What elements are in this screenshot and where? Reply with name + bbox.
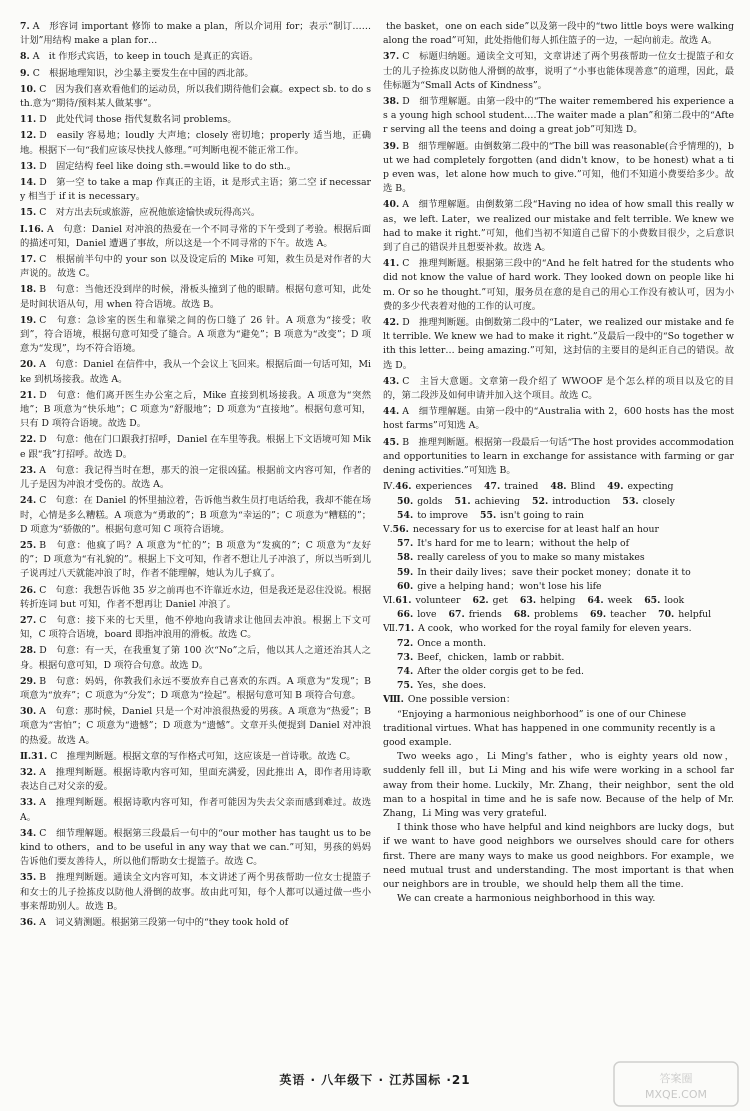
- question-number: 29.: [20, 675, 37, 687]
- question-number: 24.: [20, 495, 37, 507]
- answer-line: [383, 651, 734, 665]
- two-column-layout: [20, 20, 734, 1078]
- answer-entry: [20, 433, 371, 461]
- question-number: 37.: [383, 51, 400, 63]
- question-number: 20.: [20, 359, 37, 371]
- answer-entry: [20, 614, 371, 642]
- answer-entry: [20, 644, 371, 672]
- section-roman: Ⅴ.: [383, 523, 393, 535]
- answer-entry: [20, 67, 371, 81]
- answer-line: [383, 594, 734, 608]
- answer-text: A cook，who worked for the royal family for eleven years.: [418, 623, 692, 635]
- question-number: 43.: [383, 375, 400, 387]
- answer-entry: [20, 176, 371, 204]
- answer-explanation: D 此处代词 those 指代复数名词 problems。: [39, 114, 237, 126]
- question-number: 62.: [472, 594, 489, 606]
- answer-explanation: D 句意：有一天，在我重复了第 100 次“No”之后，他以其人之道还治其人之身。根据句意可知，D 项符合句意。故选 D。: [20, 645, 371, 671]
- answer-explanation: C 根据地理知识，沙尘暴主要发生在中国的西北部。: [32, 67, 254, 79]
- question-number: 11.: [20, 114, 37, 126]
- question-number: 10.: [20, 83, 37, 95]
- question-number: 41.: [383, 258, 400, 270]
- answer-line: [383, 566, 734, 580]
- answer-entry: [20, 113, 371, 127]
- answer-text: closely: [642, 495, 675, 507]
- answer-line: [383, 608, 734, 622]
- answer-explanation: D 第一空 to take a map 作真正的主语，it 是形式主语；第二空 if necessary 相当于 if it is necessary。: [20, 177, 371, 203]
- answer-text: love: [417, 609, 437, 621]
- answer-entry: [383, 198, 734, 255]
- answer-explanation: A 句意：Daniel 对冲浪的热爱在一个不同寻常的下午受到了考验。根据后面的描述可知，Daniel 遭遇了事故，所以这是一个不同寻常的下午。故选 A。: [20, 223, 371, 249]
- answer-explanation: A 推理判断题。根据诗歌内容可知，里面充满爱，因此推出 A，即作者用诗歌表达自己对父亲的爱。: [20, 766, 371, 793]
- answer-line: [383, 480, 734, 494]
- answer-text: helpful: [678, 609, 712, 621]
- answer-explanation: B 句意：他疯了吗？A 项意为“忙的”；B 项意为“发疯的”；C 项意为“友好的”；D 项意为“有礼貌的”。根据上下文可知，作者不想让儿子冲浪了，所以当听到儿子说再过八天就能冲浪了时，作者不能理解，她认为儿子疯了。: [20, 539, 371, 580]
- question-number: 64.: [587, 594, 604, 606]
- answer-explanation: C 推理判断题。根据第三段中的“And he felt hatred for the students who did not know the value of hard work. They looked down on people like him. Or so he thought.”可知，服务员在意的是自己的用心工作没有被认可，因为小费的多少代表着对他的工作的认可度。: [383, 258, 734, 312]
- answer-entry: [383, 50, 734, 93]
- left-column: [20, 20, 371, 1078]
- answer-entry: [20, 83, 371, 111]
- answer-line: [383, 537, 734, 551]
- question-number: 42.: [383, 317, 400, 329]
- question-number: 35.: [20, 872, 37, 884]
- answer-text: Once a month.: [417, 637, 487, 649]
- question-number: 30.: [20, 706, 37, 718]
- section-vi: [383, 594, 734, 622]
- question-number: 13.: [20, 160, 37, 172]
- question-number: 52.: [532, 495, 549, 507]
- question-number: 68.: [513, 609, 530, 621]
- answer-text: look: [664, 594, 685, 606]
- answer-entry: [20, 464, 371, 492]
- answer-explanation: D 固定结构 feel like doing sth.=would like to do sth.。: [39, 160, 297, 172]
- answer-explanation: B 句意：妈妈，你教我们永远不要放弃自己喜欢的东西。A 项意为“发现”；B 项意为“放弃”；C 项意为“分发”；D 项意为“捡起”。根据句意可知 B 项符合句意。: [20, 675, 371, 701]
- answer-text: isn't going to rain: [500, 509, 584, 521]
- question-number: 67.: [448, 609, 465, 621]
- answer-entry: [20, 827, 371, 870]
- answer-explanation: D 句意：他在门口跟我打招呼，Daniel 在车里等我。根据上下文语境可知 Mike 跟“我”打招呼。故选 D。: [20, 434, 371, 460]
- answer-entry: [20, 871, 371, 914]
- answer-entry: [383, 95, 734, 138]
- answer-line: [383, 523, 734, 537]
- answer-entry: [20, 20, 371, 48]
- question-number: 25.: [20, 539, 37, 551]
- answer-text: really careless of you to make so many mistakes: [417, 552, 645, 564]
- answer-text: teacher: [610, 609, 647, 621]
- question-number: 9.: [20, 67, 30, 79]
- answer-explanation: C 对方出去玩或旅游，应祝他旅途愉快或玩得高兴。: [39, 207, 261, 219]
- answer-text: problems: [533, 609, 578, 621]
- question-number: 45.: [383, 436, 400, 448]
- question-number: 34.: [20, 827, 37, 839]
- answer-explanation: B 句意：当他还没到岸的时候，滑板头撞到了他的眼睛。根据句意可知，此处是时间状语从句，用 when 符合语境。故选 B。: [20, 284, 371, 310]
- question-number: 56.: [392, 523, 409, 535]
- question-number: 23.: [20, 464, 37, 476]
- question-number: 46.: [395, 481, 412, 493]
- watermark-logo: [612, 1058, 740, 1110]
- essay-paragraph: We can create a harmonious neighborhood in this way.: [397, 893, 656, 905]
- watermark-line1: 答案圈: [659, 1072, 693, 1085]
- answer-text: helping: [540, 594, 576, 606]
- question-number: 70.: [658, 609, 675, 621]
- question-number: 33.: [20, 797, 37, 809]
- question-number: 32.: [20, 766, 37, 778]
- answer-entry: [20, 916, 371, 930]
- answer-entry: [20, 223, 371, 251]
- answer-explanation: A 形容词 important 修饰 to make a plan，所以介词用 for；表示“制订……计划”用结构 make a plan for…: [20, 21, 371, 47]
- answer-line: [383, 665, 734, 679]
- question-number: 63.: [519, 594, 537, 606]
- question-number: 53.: [622, 495, 639, 507]
- question-number: 73.: [397, 651, 414, 663]
- question-number: 21.: [20, 389, 37, 401]
- question-number: 58.: [397, 552, 414, 564]
- answer-text: friends: [468, 609, 502, 621]
- question-number: 19.: [20, 314, 37, 326]
- answer-explanation: the basket，one on each side”以及第一段中的“two little boys were walking along the road”可知，此处指他们每人抓住篮子的一边，一起向前走。故选 A。: [383, 21, 734, 47]
- question-number: 75.: [397, 680, 414, 692]
- section-v: [383, 523, 734, 594]
- section-iv: [383, 480, 734, 523]
- answer-entry: [383, 375, 734, 403]
- question-number: 66.: [397, 609, 414, 621]
- right-column: [383, 20, 734, 1078]
- answer-line: [383, 551, 734, 565]
- question-number: 22.: [20, 434, 37, 446]
- answer-entry: [20, 494, 371, 537]
- answer-entry: [20, 283, 371, 311]
- answer-explanation: B 推理判断题。通读全文内容可知，本文讲述了两个男孩帮助一位女士提篮子和女士的儿子捡拣皮以防他人滑倒的故事。故由此可知，每个人都可以通过做一些小事来帮助别人。故选 B。: [20, 872, 371, 912]
- answer-explanation: A 细节理解题。由倒数第二段“Having no idea of how small this really was，we left. Later，we realized our mistake and felt terrible. We knew we had to make it right.”可知，他们当初不知道自己留下的小费数目很少，之后意识到了自己的错误并且想要补救。故选 A。: [383, 199, 734, 254]
- question-number: 60.: [397, 580, 414, 592]
- section-vii: [383, 622, 734, 693]
- question-number: 72.: [397, 637, 414, 649]
- answer-explanation: C 细节理解题。根据第三段最后一句中的“our mother has taught us to be kind to others，and to be useful in any way that we can.”可知，男孩的妈妈告诉他们要友善待人，所以他们帮助女士提篮子。故选 C。: [20, 827, 371, 868]
- answer-explanation: B 推理判断题。根据第一段最后一句话“The host provides accommodation and opportunities to learn in exchange for assistance with farming or gardening activities.”可知选 B。: [383, 436, 734, 477]
- section-roman: Ⅳ.: [383, 481, 396, 493]
- answer-entry: [20, 675, 371, 703]
- answer-text: Blind: [570, 481, 596, 493]
- answer-line: [383, 495, 734, 509]
- answer-line: [383, 637, 734, 651]
- question-number: 71.: [397, 623, 415, 635]
- answer-text: Yes，she does.: [417, 680, 487, 692]
- answer-explanation: C 标题归纳题。通读全文可知，文章讲述了两个男孩帮助一位女士提篮子和女士的儿子捡拣皮以防他人滑倒的故事，说明了“小事也能体现善意”的道理，因此，最佳标题为“Small Acts of Kindness”。: [383, 51, 734, 91]
- answer-text: It's hard for me to learn；without the help of: [417, 538, 630, 550]
- question-number: 59.: [397, 566, 414, 578]
- question-number: 69.: [589, 609, 607, 621]
- section-roman: Ⅶ.: [383, 623, 398, 635]
- answer-explanation: C 句意：在 Daniel 的怀里抽泣着，告诉他当救生员打电话给我，我却不能在场时，心情是多么糟糕。A 项意为“勇敢的”；B 项意为“幸运的”；C 项意为“糟糕的”；D 项意为“骄傲的”。根据句意可知 C 项符合语境。: [20, 495, 371, 535]
- answer-entry: [20, 50, 371, 64]
- answer-text: necessary for us to exercise for at least half an hour: [412, 523, 659, 535]
- answer-text: achieving: [474, 495, 521, 507]
- answer-entry: [383, 257, 734, 314]
- question-number: Ⅱ.31.: [20, 750, 48, 762]
- answer-entry: [20, 253, 371, 281]
- reading-answers: [383, 20, 734, 478]
- answer-entry: [383, 405, 734, 433]
- answer-explanation: B 细节理解题。由倒数第二段中的“The bill was reasonable(合乎情理的)，but we had completely forgotten (and didn't know，to be honest) what a tip even was，let alone how much to give.”可知，他们不知道小费要给多少。故选 B。: [383, 140, 734, 195]
- answer-explanation: C 因为我们喜欢看他们的运动员，所以我们期待他们会赢。expect sb. to do sth.意为“期待/预料某人做某事”。: [20, 83, 371, 110]
- answer-explanation: C 句意：我想告诉他 35 岁之前再也不许靠近水边，但是我还是忍住没说。根据转折连词 but 可知，作者不想再让 Daniel 冲浪了。: [20, 584, 371, 610]
- answer-explanation: C 推理判断题。根据文章的写作格式可知，这应该是一首诗歌。故选 C。: [50, 750, 356, 762]
- answer-text: to improve: [417, 509, 469, 521]
- question-number: 44.: [383, 406, 400, 418]
- answer-entry: [20, 750, 371, 764]
- answer-text: week: [607, 594, 633, 606]
- essay-opening: “Enjoying a harmonious neighborhood” is one of our Chinese traditional virtues. What has happened in one community recently is a good example.: [383, 708, 716, 748]
- answer-line: [383, 580, 734, 594]
- answer-explanation: C 根据前半句中的 your son 以及设定后的 Mike 可知，救生员是对作者的大声说的。故选 C。: [20, 254, 371, 280]
- essay-intro: One possible version：: [407, 694, 516, 706]
- answer-entry: [20, 584, 371, 612]
- answer-text: In their daily lives；save their pocket money；donate it to: [417, 566, 691, 578]
- question-number: 40.: [383, 199, 400, 211]
- answer-explanation: D easily 容易地；loudly 大声地；closely 密切地；properly 适当地，正确地。根据下一句“我们应该尽快找人修理。”可判断电视不能正常工作。: [20, 130, 371, 156]
- answer-explanation: A 句意：Daniel 在信件中，我从一个会议上飞回来。根据后面一句话可知，Mike 到机场接我。故选 A。: [20, 359, 371, 385]
- answer-entry: [20, 705, 371, 748]
- answer-explanation: A 细节理解题。由第一段中的“Australia with 2，600 hosts has the most host farms”可知选 A。: [383, 406, 734, 432]
- answer-line: [383, 509, 734, 523]
- answer-explanation: C 句意：接下来的七天里，他不停地向我请求让他回去冲浪。根据上下文可知，C 项符合语境，board 即指冲浪用的滑板。故选 C。: [20, 614, 371, 641]
- question-number: 38.: [383, 96, 400, 108]
- answer-explanation: D 句意：他们离开医生办公室之后，Mike 直接到机场接我。A 项意为“突然地”；B 项意为“快乐地”；C 项意为“舒服地”；D 项意为“直接地”。根据句意可知，只有 D 项符合语境。故选 D。: [20, 389, 371, 430]
- answer-explanation: D 推理判断题。由倒数第二段中的“Later，we realized our mistake and felt terrible. We knew we had to make it right.”及最后一段中的“So together with this letter… being amazing.”可知，这封信的主要目的是纠正自己的错误。故选 D。: [383, 317, 734, 371]
- essay-paragraph: Two weeks ago，Li Ming's father，who is eighty years old now，suddenly fell ill，but Li Ming and his wife were working in a school far away from their home. Luckily，Mr. Zhang，their neighbor，sent the old man to a hospital in time and he is safe now. Because of the help of Mr. Zhang，Li Ming was very grateful.: [383, 751, 734, 819]
- question-number: 18.: [20, 284, 37, 296]
- answer-line: [383, 679, 734, 693]
- question-number: 26.: [20, 584, 37, 596]
- question-number: 47.: [484, 481, 501, 493]
- answer-explanation: A 句意：那时候，Daniel 只是一个对冲浪很热爱的男孩。A 项意为“热爱”；B 项意为“害怕”；C 项意为“遗憾”；D 项意为“遗憾”。文章开头便提到 Daniel 对冲浪的热爱。故选 A。: [20, 706, 371, 746]
- answer-text: After the older corgis get to be fed.: [417, 665, 585, 677]
- answer-explanation: A 句意：我记得当时在想，那天的浪一定很凶猛。根据前文内容可知，作者的儿子是因为冲浪才受伤的。故选 A。: [20, 464, 371, 491]
- question-number: 74.: [397, 665, 414, 677]
- answer-entry: [20, 796, 371, 824]
- answer-explanation: C 主旨大意题。文章第一段介绍了 WWOOF 是个怎么样的项目以及它的目的，第二段涉及如何申请并加入这个项目。故选 C。: [383, 375, 734, 402]
- answer-explanation: C 句意：急诊室的医生和靠梁之间的伤口缝了 26 针。A 项意为“接受；收到”，符合语境，根据句意可知受了缝合。A 项意为“避免”；B 项意为“改变”；D 项意为“发现”，均不符合语境。: [20, 314, 371, 355]
- question-number: 15.: [20, 207, 37, 219]
- answer-text: Beef，chicken，lamb or rabbit.: [417, 651, 565, 663]
- section-viii: [383, 693, 734, 906]
- question-number: 7.: [20, 21, 30, 32]
- watermark-line2: MXQE.COM: [645, 1088, 707, 1101]
- answer-entry: [20, 314, 371, 357]
- essay-paragraph: I think those who have helpful and kind neighbors are lucky dogs，but if we want to have good neighbors we ourselves should care for others first. There are many ways to make us good neighbors. For example，we need mutual trust and understanding. The most important is that when our neighbors are in trouble，we should help them all the time.: [383, 822, 734, 890]
- section-roman: Ⅵ.: [383, 594, 396, 606]
- question-number: 57.: [397, 538, 414, 550]
- answer-text: expecting: [627, 481, 674, 493]
- section-roman: Ⅷ.: [383, 694, 404, 706]
- question-number: 17.: [20, 254, 37, 266]
- question-number: 27.: [20, 614, 37, 626]
- question-number: 48.: [550, 481, 567, 493]
- question-number: 65.: [644, 594, 661, 606]
- answer-text: introduction: [552, 495, 611, 507]
- question-number: 50.: [397, 495, 414, 507]
- answer-entry: [20, 129, 371, 157]
- question-number: 61.: [395, 594, 412, 606]
- answer-entry: [20, 766, 371, 794]
- answer-text: experiences: [415, 481, 473, 493]
- answer-entry: [383, 140, 734, 197]
- page-footer: 英语 · 八年级下 · 江苏国标 ·21: [279, 1073, 471, 1087]
- question-number: 49.: [607, 481, 624, 493]
- answer-text: golds: [417, 495, 443, 507]
- question-number: 36.: [20, 916, 37, 928]
- question-number: 51.: [454, 495, 471, 507]
- answer-explanation: A it 作形式宾语，to keep in touch 是真正的宾语。: [32, 51, 259, 63]
- question-number: 8.: [20, 51, 30, 63]
- answer-entry: [20, 206, 371, 220]
- answer-entry: [20, 358, 371, 386]
- question-number: Ⅰ.16.: [20, 223, 44, 235]
- answer-entry: [383, 20, 734, 48]
- answer-text: volunteer: [415, 594, 461, 606]
- answer-explanation: A 词义猜测题。根据第三段第一句中的“they took hold of: [39, 916, 289, 928]
- answer-text: get: [492, 594, 508, 606]
- answer-entry: [383, 436, 734, 479]
- answer-entry: [383, 316, 734, 373]
- question-number: 28.: [20, 645, 37, 657]
- answer-entry: [20, 539, 371, 582]
- answer-explanation: A 推理判断题。根据诗歌内容可知，作者可能因为失去父亲而感到难过。故选 A。: [20, 797, 371, 823]
- answer-text: trained: [504, 481, 539, 493]
- answer-entry: [20, 160, 371, 174]
- answer-text: give a helping hand；won't lose his life: [417, 580, 602, 592]
- answer-explanation: D 细节理解题。由第一段中的“The waiter remembered his experience as a young high school student.…The waiter made a plan”和第二段中的“After serving all the teens and doing a great job”可知选 D。: [383, 96, 734, 136]
- answer-entry: [20, 389, 371, 432]
- question-number: 55.: [480, 509, 497, 521]
- question-number: 39.: [383, 140, 400, 152]
- answer-line: [383, 622, 734, 636]
- question-number: 12.: [20, 130, 37, 142]
- question-number: 54.: [397, 509, 414, 521]
- question-number: 14.: [20, 177, 37, 189]
